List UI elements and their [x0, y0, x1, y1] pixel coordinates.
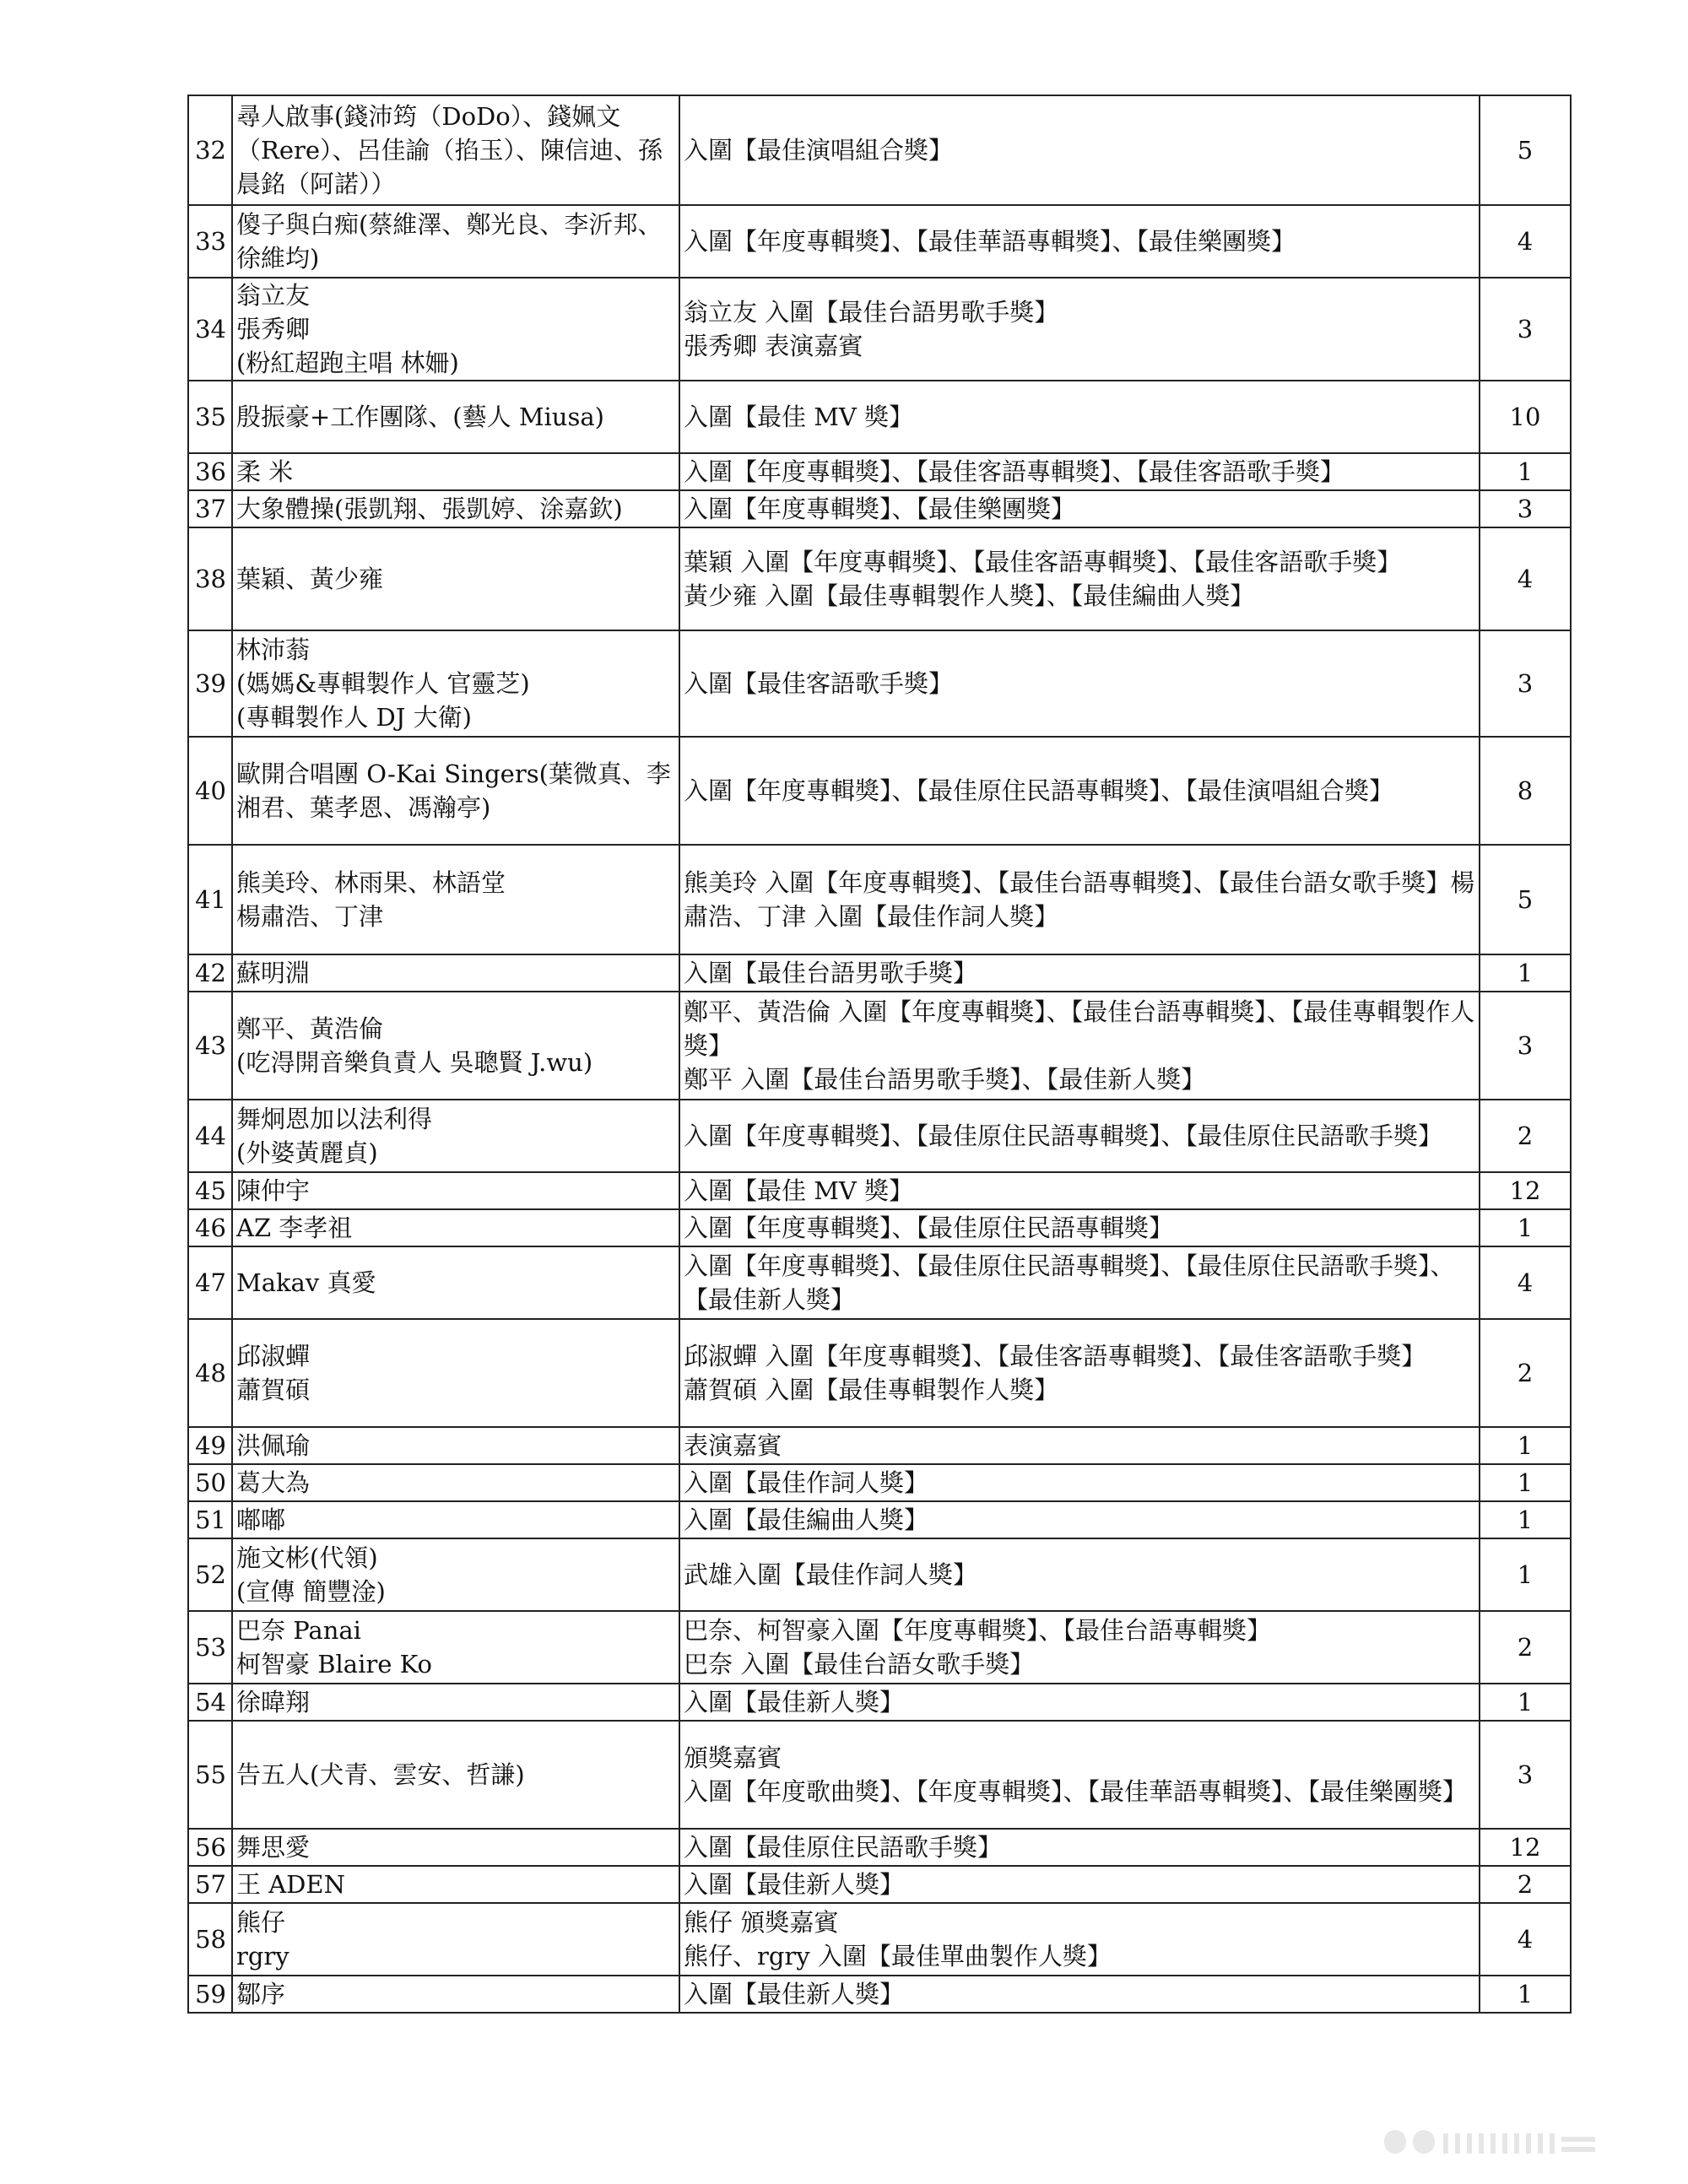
row-number: 50: [188, 1464, 232, 1501]
award-line: 入圍【年度專輯獎】、【最佳樂團獎】: [684, 495, 1076, 523]
attendee-count: 1: [1480, 1464, 1571, 1501]
attendee-count: 1: [1480, 1976, 1571, 2013]
performer-line: 徐暐翔: [236, 1688, 311, 1716]
award-cell: [679, 205, 1480, 278]
performer-line: 鄭平、黃浩倫: [236, 1014, 384, 1043]
performer-cell: [232, 1538, 679, 1611]
performer-line: (外婆黃麗貞): [236, 1138, 378, 1167]
table-row: [188, 1501, 1571, 1538]
table-row: [188, 1538, 1571, 1611]
performer-line: 柯智豪 Blaire Ko: [236, 1650, 432, 1679]
performer-line: 葉穎、黃少雍: [236, 565, 384, 593]
performer-line: 柔 米: [236, 457, 294, 486]
award-line: 入圍【最佳演唱組合獎】: [684, 136, 954, 165]
performer-line: (粉紅超跑主唱 林姍): [236, 349, 459, 377]
award-line: 入圍【年度歌曲獎】、【年度專輯獎】、【最佳華語專輯獎】、【最佳樂團獎】: [684, 1777, 1468, 1806]
row-number: 40: [188, 737, 232, 845]
row-number: 48: [188, 1319, 232, 1427]
performer-cell: [232, 737, 679, 845]
attendee-count: 8: [1480, 737, 1571, 845]
attendee-count: 2: [1480, 1100, 1571, 1172]
attendee-count: 4: [1480, 1246, 1571, 1319]
award-cell: [679, 1611, 1480, 1684]
attendee-count: 2: [1480, 1319, 1571, 1427]
table-row: [188, 1172, 1571, 1209]
attendee-count: 1: [1480, 453, 1571, 490]
award-cell: [679, 1866, 1480, 1903]
row-number: 41: [188, 845, 232, 954]
attendee-count: 4: [1480, 527, 1571, 630]
table-row: [188, 845, 1571, 954]
attendee-count: 3: [1480, 630, 1571, 737]
performer-line: 傻子與白痴(蔡維澤、鄭光良、李沂邦、徐維均): [236, 210, 663, 273]
award-line: 巴奈、柯智豪入圍【年度專輯獎】、【最佳台語專輯獎】: [684, 1616, 1272, 1645]
row-number: 59: [188, 1976, 232, 2013]
performer-cell: [232, 453, 679, 490]
award-line: 張秀卿 表演嘉賓: [684, 332, 863, 360]
performer-cell: [232, 1903, 679, 1976]
row-number: 46: [188, 1209, 232, 1246]
attendee-count: 3: [1480, 490, 1571, 527]
performer-cell: [232, 527, 679, 630]
attendee-count: 5: [1480, 845, 1571, 954]
performer-line: 舞思愛: [236, 1833, 311, 1862]
award-cell: [679, 95, 1480, 205]
attendee-count: 12: [1480, 1829, 1571, 1866]
performer-line: 熊仔: [236, 1908, 286, 1937]
performer-cell: [232, 1829, 679, 1866]
performer-line: (吃淂開音樂負責人 吳聰賢 J.wu): [236, 1048, 593, 1077]
performer-cell: [232, 954, 679, 992]
performer-line: rgry: [236, 1942, 289, 1970]
award-cell: [679, 1319, 1480, 1427]
award-cell: [679, 1538, 1480, 1611]
performer-cell: [232, 1172, 679, 1209]
performer-line: AZ 李孝祖: [236, 1214, 353, 1242]
table-row: [188, 527, 1571, 630]
performer-line: 張秀卿: [236, 315, 311, 343]
row-number: 53: [188, 1611, 232, 1684]
performer-line: 尋人啟事(錢沛筠（DoDo）、錢姵文（Rere）、呂佳諭（掐玉）、陳信迪、孫晨銘（阿諾））: [236, 102, 663, 198]
award-cell: [679, 1172, 1480, 1209]
award-cell: [679, 992, 1480, 1100]
table-row: [188, 1319, 1571, 1427]
table-row: [188, 1464, 1571, 1501]
performer-line: 施文彬(代領): [236, 1543, 378, 1572]
row-number: 38: [188, 527, 232, 630]
award-line: 翁立友 入圍【最佳台語男歌手獎】: [684, 298, 1059, 327]
row-number: 45: [188, 1172, 232, 1209]
performer-line: 王 ADEN: [236, 1870, 345, 1899]
row-number: 49: [188, 1427, 232, 1464]
performer-line: 蘇明淵: [236, 959, 311, 987]
award-line: 熊仔、rgry 入圍【最佳單曲製作人獎】: [684, 1942, 1112, 1970]
award-line: 入圍【最佳新人獎】: [684, 1980, 905, 2008]
attendee-count: 12: [1480, 1172, 1571, 1209]
award-cell: [679, 1427, 1480, 1464]
attendee-count: 1: [1480, 1209, 1571, 1246]
table-row: [188, 1684, 1571, 1721]
row-number: 51: [188, 1501, 232, 1538]
row-number: 42: [188, 954, 232, 992]
award-cell: [679, 737, 1480, 845]
table-body: [188, 95, 1571, 2013]
award-cell: [679, 1721, 1480, 1829]
award-line: 入圍【最佳原住民語歌手獎】: [684, 1833, 1003, 1862]
award-line: 入圍【年度專輯獎】、【最佳華語專輯獎】、【最佳樂團獎】: [684, 227, 1296, 256]
table-row: [188, 1611, 1571, 1684]
table-row: [188, 1246, 1571, 1319]
attendee-count: 1: [1480, 1684, 1571, 1721]
award-cell: [679, 630, 1480, 737]
performer-line: 熊美玲、林雨果、林語堂: [236, 868, 506, 897]
performer-cell: [232, 1976, 679, 2013]
performer-line: 翁立友: [236, 281, 311, 310]
table-row: [188, 1829, 1571, 1866]
table-row: [188, 453, 1571, 490]
award-cell: [679, 1829, 1480, 1866]
performer-line: (媽媽&專輯製作人 官靈芝): [236, 669, 530, 698]
attendee-count: 1: [1480, 1427, 1571, 1464]
attendee-count: 3: [1480, 278, 1571, 381]
table-row: [188, 95, 1571, 205]
performer-cell: [232, 278, 679, 381]
award-line: 入圍【最佳作詞人獎】: [684, 1468, 929, 1497]
row-number: 32: [188, 95, 232, 205]
table-row: [188, 381, 1571, 453]
row-number: 56: [188, 1829, 232, 1866]
attendee-table: [187, 95, 1572, 2014]
award-cell: [679, 278, 1480, 381]
performer-line: 嘟嘟: [236, 1506, 286, 1534]
performer-line: 邱淑蟬: [236, 1342, 311, 1370]
row-number: 54: [188, 1684, 232, 1721]
performer-line: 告五人(犬青、雲安、哲謙): [236, 1760, 525, 1789]
award-cell: [679, 1246, 1480, 1319]
performer-line: 林沛蓊: [236, 635, 311, 664]
row-number: 39: [188, 630, 232, 737]
award-line: 葉穎 入圍【年度專輯獎】、【最佳客語專輯獎】、【最佳客語歌手獎】: [684, 548, 1402, 576]
row-number: 37: [188, 490, 232, 527]
row-number: 36: [188, 453, 232, 490]
award-line: 入圍【最佳編曲人獎】: [684, 1506, 929, 1534]
attendee-count: 3: [1480, 992, 1571, 1100]
table-row: [188, 278, 1571, 381]
award-line: 入圍【最佳 MV 獎】: [684, 1176, 914, 1205]
attendee-count: 2: [1480, 1611, 1571, 1684]
award-cell: [679, 845, 1480, 954]
table-row: [188, 1209, 1571, 1246]
row-number: 44: [188, 1100, 232, 1172]
row-number: 52: [188, 1538, 232, 1611]
award-cell: [679, 954, 1480, 992]
table-row: [188, 1976, 1571, 2013]
performer-cell: [232, 490, 679, 527]
performer-line: 歐開合唱團 O-Kai Singers(葉微真、李湘君、葉孝恩、馮瀚亭): [236, 760, 671, 822]
performer-cell: [232, 845, 679, 954]
attendee-count: 2: [1480, 1866, 1571, 1903]
performer-cell: [232, 1246, 679, 1319]
table-row: [188, 954, 1571, 992]
performer-cell: [232, 1209, 679, 1246]
award-line: 入圍【年度專輯獎】、【最佳原住民語專輯獎】、【最佳演唱組合獎】: [684, 776, 1394, 805]
performer-line: 大象體操(張凱翔、張凱婷、涂嘉欽): [236, 495, 623, 523]
attendee-count: 3: [1480, 1721, 1571, 1829]
row-number: 33: [188, 205, 232, 278]
performer-line: 陳仲宇: [236, 1176, 311, 1205]
award-line: 熊美玲 入圍【年度專輯獎】、【最佳台語專輯獎】、【最佳台語女歌手獎】楊肅浩、丁津 入圍【最佳作詞人獎】: [684, 868, 1475, 931]
row-number: 55: [188, 1721, 232, 1829]
performer-cell: [232, 381, 679, 453]
table-row: [188, 630, 1571, 737]
performer-line: 巴奈 Panai: [236, 1616, 361, 1645]
table-row: [188, 737, 1571, 845]
performer-cell: [232, 1501, 679, 1538]
award-line: 頒獎嘉賓: [684, 1743, 782, 1772]
table-row: [188, 1866, 1571, 1903]
row-number: 47: [188, 1246, 232, 1319]
attendee-count: 1: [1480, 1501, 1571, 1538]
performer-line: Makav 真愛: [236, 1268, 376, 1297]
performer-line: 楊肅浩、丁津: [236, 902, 384, 931]
award-line: 鄭平 入圍【最佳台語男歌手獎】、【最佳新人獎】: [684, 1065, 1206, 1094]
attendee-count: 4: [1480, 205, 1571, 278]
award-line: 邱淑蟬 入圍【年度專輯獎】、【最佳客語專輯獎】、【最佳客語歌手獎】: [684, 1342, 1426, 1370]
award-cell: [679, 1100, 1480, 1172]
table-row: [188, 205, 1571, 278]
performer-cell: [232, 992, 679, 1100]
performer-cell: [232, 1611, 679, 1684]
performer-line: 舞炯恩加以法利得: [236, 1105, 433, 1133]
row-number: 58: [188, 1903, 232, 1976]
award-line: 黃少雍 入圍【最佳專輯製作人獎】、【最佳編曲人獎】: [684, 581, 1255, 610]
award-cell: [679, 1209, 1480, 1246]
award-cell: [679, 490, 1480, 527]
row-number: 34: [188, 278, 232, 381]
award-line: 入圍【最佳新人獎】: [684, 1870, 905, 1899]
award-cell: [679, 527, 1480, 630]
award-line: 表演嘉賓: [684, 1431, 782, 1460]
award-line: 鄭平、黃浩倫 入圍【年度專輯獎】、【最佳台語專輯獎】、【最佳專輯製作人獎】: [684, 997, 1475, 1060]
award-cell: [679, 1464, 1480, 1501]
award-line: 入圍【年度專輯獎】、【最佳原住民語專輯獎】、【最佳原住民語歌手獎】、【最佳新人獎】: [684, 1251, 1455, 1314]
performer-cell: [232, 205, 679, 278]
watermark-logo: [1384, 2125, 1637, 2159]
performer-line: (專輯製作人 DJ 大衛): [236, 703, 472, 732]
award-cell: [679, 381, 1480, 453]
table-row: [188, 1100, 1571, 1172]
award-cell: [679, 1903, 1480, 1976]
table-row: [188, 1721, 1571, 1829]
row-number: 35: [188, 381, 232, 453]
performer-line: 殷振豪+工作團隊、(藝人 Miusa): [236, 403, 604, 431]
attendee-count: 1: [1480, 954, 1571, 992]
performer-cell: [232, 95, 679, 205]
performer-line: 蕭賀碩: [236, 1376, 311, 1404]
award-line: 入圍【最佳台語男歌手獎】: [684, 959, 978, 987]
performer-cell: [232, 1319, 679, 1427]
table-row: [188, 490, 1571, 527]
award-cell: [679, 1976, 1480, 2013]
award-line: 入圍【年度專輯獎】、【最佳客語專輯獎】、【最佳客語歌手獎】: [684, 457, 1345, 486]
performer-line: 洪佩瑜: [236, 1431, 311, 1460]
row-number: 57: [188, 1866, 232, 1903]
performer-cell: [232, 1427, 679, 1464]
award-line: 巴奈 入圍【最佳台語女歌手獎】: [684, 1650, 1035, 1679]
award-line: 武雄入圍【最佳作詞人獎】: [684, 1560, 978, 1589]
award-line: 入圍【年度專輯獎】、【最佳原住民語專輯獎】: [684, 1214, 1174, 1242]
performer-cell: [232, 1684, 679, 1721]
performer-line: 鄒序: [236, 1980, 286, 2008]
table-row: [188, 1903, 1571, 1976]
attendee-count: 5: [1480, 95, 1571, 205]
row-number: 43: [188, 992, 232, 1100]
performer-cell: [232, 1464, 679, 1501]
attendee-count: 1: [1480, 1538, 1571, 1611]
award-line: 熊仔 頒獎嘉賓: [684, 1908, 839, 1937]
award-line: 蕭賀碩 入圍【最佳專輯製作人獎】: [684, 1376, 1059, 1404]
award-cell: [679, 453, 1480, 490]
table-row: [188, 992, 1571, 1100]
performer-cell: [232, 1721, 679, 1829]
performer-cell: [232, 1100, 679, 1172]
award-line: 入圍【最佳 MV 獎】: [684, 403, 914, 431]
award-line: 入圍【最佳客語歌手獎】: [684, 669, 954, 698]
performer-line: 葛大為: [236, 1468, 311, 1497]
award-line: 入圍【最佳新人獎】: [684, 1688, 905, 1716]
performer-cell: [232, 630, 679, 737]
performer-line: (宣傳 簡豐淦): [236, 1577, 386, 1606]
performer-cell: [232, 1866, 679, 1903]
attendee-count: 10: [1480, 381, 1571, 453]
award-cell: [679, 1501, 1480, 1538]
table-row: [188, 1427, 1571, 1464]
award-line: 入圍【年度專輯獎】、【最佳原住民語專輯獎】、【最佳原住民語歌手獎】: [684, 1122, 1443, 1150]
attendee-count: 4: [1480, 1903, 1571, 1976]
award-cell: [679, 1684, 1480, 1721]
